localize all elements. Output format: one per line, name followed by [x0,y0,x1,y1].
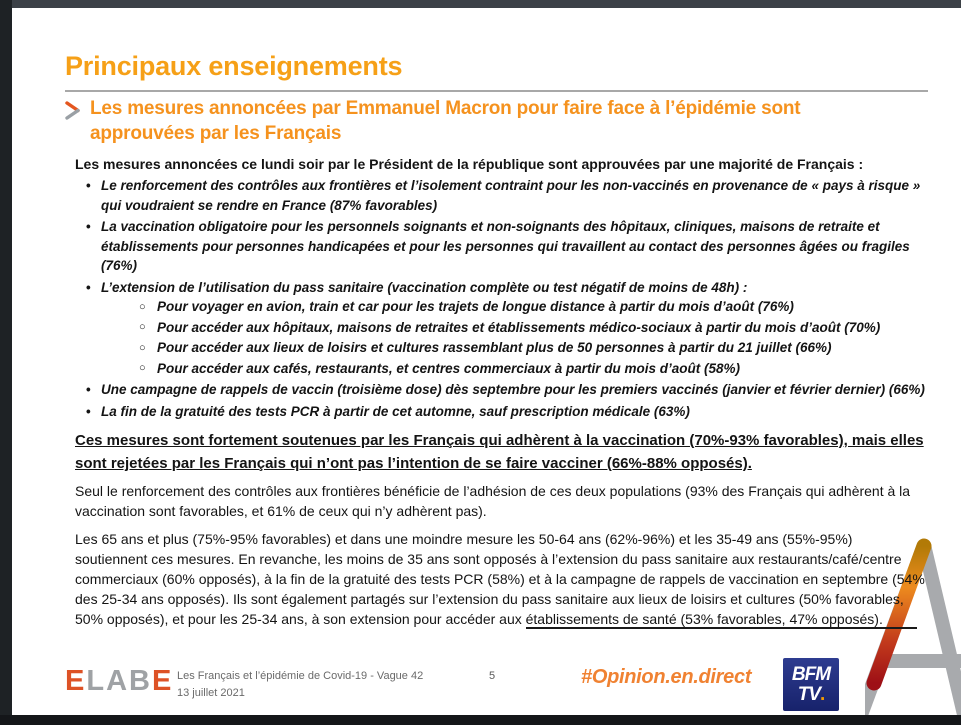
list-item-borders: • Le renforcement des contrôles aux frontières et l’isolement contraint pour les non-vaccinés en provenance de « pays à risque » qui voudraient se rendre en France (87% favorables) [75,176,928,215]
bfm-logo-line1: BFM [791,664,831,685]
bfmtv-logo [783,658,839,711]
age-analysis-main: Les 65 ans et plus (75%-95% favorables) et dans une moindre mesure les 50-64 ans (62%-96%) et les 35-49 ans (55%-95%) soutiennent ces mesures. En revanche, les moins de 35 ans sont opposés à l’extension du pass sanitaire aux restaurants/café/centre commerciaux (60% opposés), à la fin de la gratuité des tests PCR (58%) et à la campagne de rappels de vaccination en septembre (54% des 25-34 ans opposés). Ils sont également partagés sur l’extension du pass sanitaire aux lieux de loisirs et cultures (50% favorables, 50% opposés), et pour les 25-34 ans, à son extension pour accéder aux [75,531,925,627]
left-border-strip [0,0,12,725]
sub-item-loisirs: ○ Pour accéder aux lieux de loisirs et cultures rassemblant plus de 50 personnes à partir du 21 juillet (66%) [101,338,928,358]
top-border-strip [0,0,961,8]
intro-text: Les mesures annoncées ce lundi soir par le Président de la république sont approuvées par une majorité de Français : [75,156,864,172]
list-item-vaccination-obligatoire: • La vaccination obligatoire pour les personnels soignants et non-soignants des hôpitaux, cliniques, maisons de retraite et établissements pour personnes handicapées et pour les personnes qui travaillent au contact des personnes âgées ou fragiles (76%) [75,217,928,276]
bfm-logo-dot: . [820,684,825,705]
title-divider [65,90,928,92]
footer [65,662,949,717]
list-item-pass-sanitaire [75,278,928,379]
footer-caption [177,668,423,702]
sub-item-cafes: ○ Pour accéder aux cafés, restaurants, et centres commerciaux à partir du mois d’août (58%) [101,359,928,379]
elabe-letter: L [86,665,107,697]
pass-sanitaire-sublist [101,297,928,378]
measures-list [65,176,928,421]
elabe-letter: E [65,665,87,697]
footer-date: 13 juillet 2021 [177,687,245,699]
elabe-letter: E [151,665,174,697]
list-item-rappel-vaccin: • Une campagne de rappels de vaccin (troisième dose) dès septembre pour les premiers vaccinés (janvier et février dernier) (66%) [75,380,928,400]
exception-text: Seul le renforcement des contrôles aux frontières bénéficie de l’adhésion de ces deux populations (93% des Français qui adhèrent à la vaccination sont favorables, et 61% de ceux qui n’y adhèrent pas). [75,483,911,519]
sub-item-transport: ○ Pour voyager en avion, train et car pour les trajets de longue distance à partir du mois d’août (76%) [101,297,928,317]
section-heading-row [65,96,928,146]
bfm-logo-line2: TV. [797,684,825,705]
list-item-tests-pcr: • La fin de la gratuité des tests PCR à partir de cet automne, sauf prescription médicale (63%) [75,402,928,422]
page-title: Principaux enseignements [65,51,403,81]
key-finding-text: Ces mesures sont fortement soutenues par les Français qui adhèrent à la vaccination (70%-93% favorables), mais elles sont rejetées par les Français qui n’ont pas l’intention de se faire vacciner (66%-88% opposés). [75,432,924,472]
age-analysis-text [65,529,925,629]
elabe-logo [65,666,173,696]
list-item-pass-sanitaire-text: L’extension de l’utilisation du pass sanitaire (vaccination complète ou test négatif de moins de 48h) : [101,279,748,295]
page-number: 5 [489,670,496,682]
elabe-letter: B [129,665,152,697]
footer-study-title: Les Français et l’épidémie de Covid-19 - Vague 42 [177,670,424,682]
section-heading: Les mesures annoncées par Emmanuel Macron pour faire face à l’épidémie sont approuvées par les Français [90,98,801,144]
sub-item-hopitaux: ○ Pour accéder aux hôpitaux, maisons de retraites et établissements médico-sociaux à partir du mois d’août (70%) [101,318,928,338]
elabe-letter: A [106,665,130,697]
hashtag-opinion-en-direct: #Opinion.en.direct [581,666,752,688]
chevron-right-icon [65,101,81,120]
age-analysis-underlined: établissements de santé (53% favorables, 47% opposés). [526,611,917,629]
